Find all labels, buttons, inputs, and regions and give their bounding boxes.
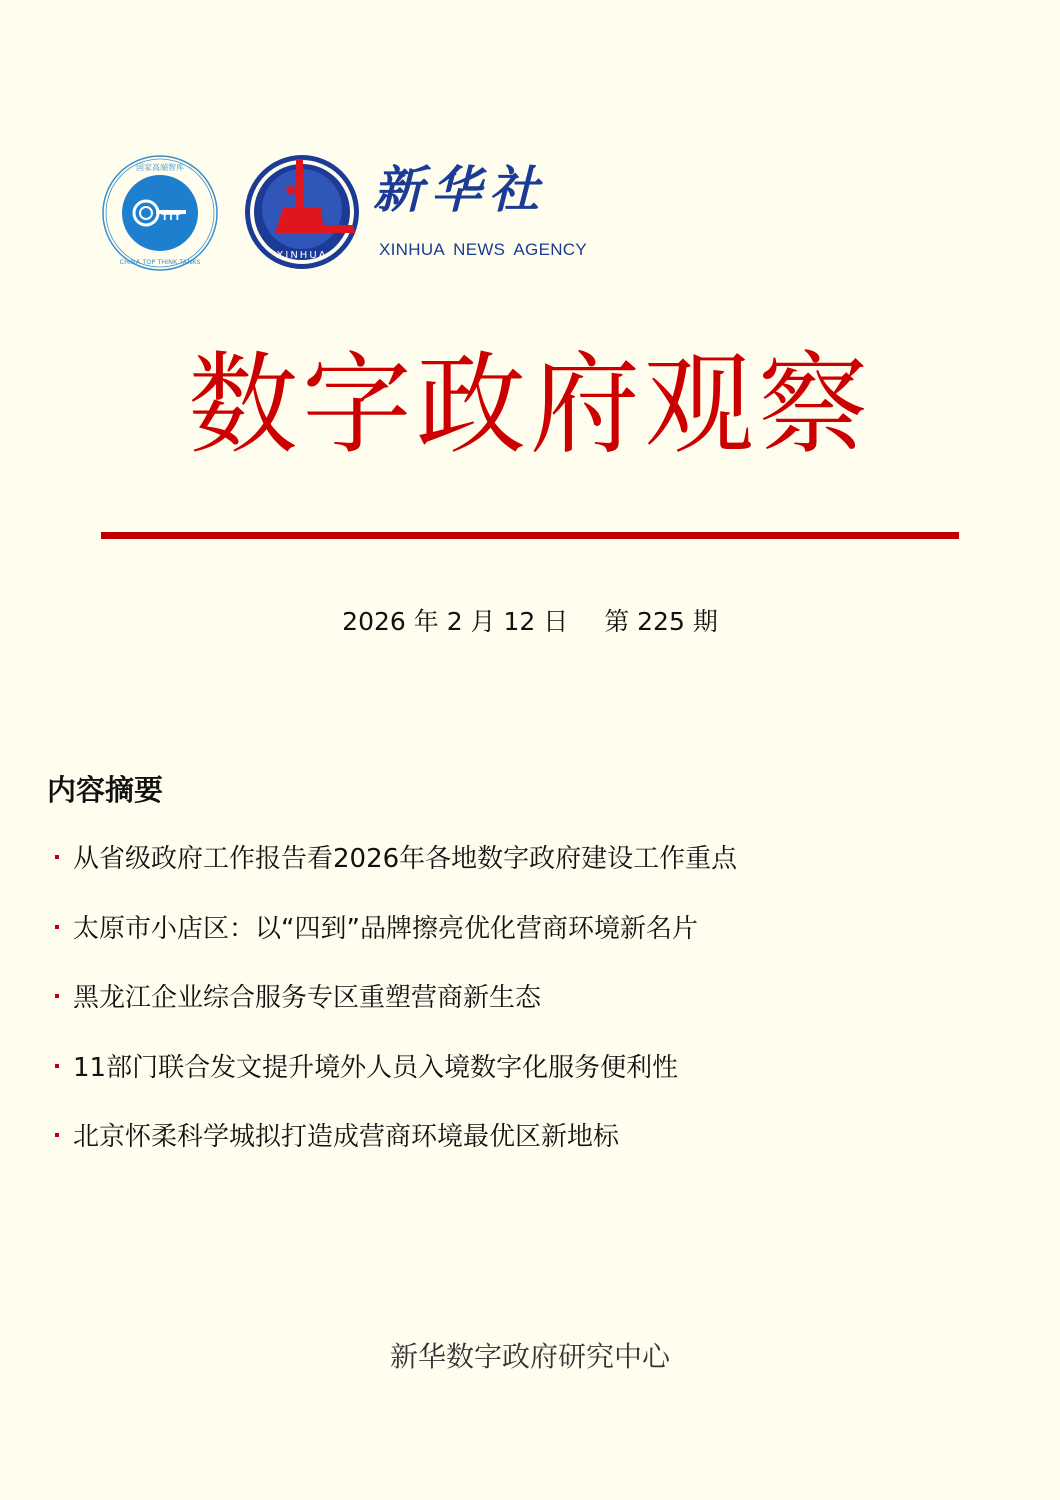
- xinhua-emblem: [243, 153, 361, 271]
- bullet-icon: [55, 855, 59, 859]
- svg-text:国家高端智库: 国家高端智库: [136, 163, 184, 172]
- xinhua-wordmark-en: XINHUA NEWS AGENCY: [379, 240, 587, 259]
- summary-item-text: 太原市小店区：以“四到”品牌擦亮优化营商环境新名片: [73, 914, 698, 944]
- svg-text:CHINA TOP THINK TANKS: CHINA TOP THINK TANKS: [119, 258, 201, 266]
- bullet-icon: [55, 925, 59, 929]
- svg-text:XINHUA: XINHUA: [276, 250, 328, 261]
- summary-item-text: 北京怀柔科学城拟打造成营商环境最优区新地标: [73, 1122, 620, 1152]
- xinhua-wordmark-cn: 新华社: [373, 160, 547, 219]
- summary-item: [55, 908, 698, 945]
- publisher-footer: 新华数字政府研究中心: [389, 1340, 670, 1373]
- issue-info: [0, 602, 1060, 638]
- bullet-icon: [55, 994, 59, 998]
- summary-item: [55, 1047, 678, 1084]
- bullet-icon: [55, 1064, 59, 1068]
- summary-item: [55, 838, 737, 875]
- summary-heading: 内容摘要: [47, 773, 164, 807]
- bullet-icon: [55, 1133, 59, 1137]
- svg-text:TTT: TTT: [161, 213, 181, 223]
- summary-item-text: 黑龙江企业综合服务专区重塑营商新生态: [73, 983, 542, 1013]
- summary-item: [55, 977, 541, 1014]
- issue-number: 第 225 期: [604, 607, 718, 636]
- publication-title: 数字政府观察: [188, 341, 872, 469]
- summary-item-text: 从省级政府工作报告看2026年各地数字政府建设工作重点: [73, 844, 738, 874]
- summary-item: [55, 1116, 619, 1153]
- china-top-think-tanks-logo: [101, 154, 219, 272]
- title-divider: [101, 532, 959, 539]
- issue-date: 2026 年 2 月 12 日: [342, 607, 569, 636]
- summary-item-text: 11部门联合发文提升境外人员入境数字化服务便利性: [73, 1053, 679, 1083]
